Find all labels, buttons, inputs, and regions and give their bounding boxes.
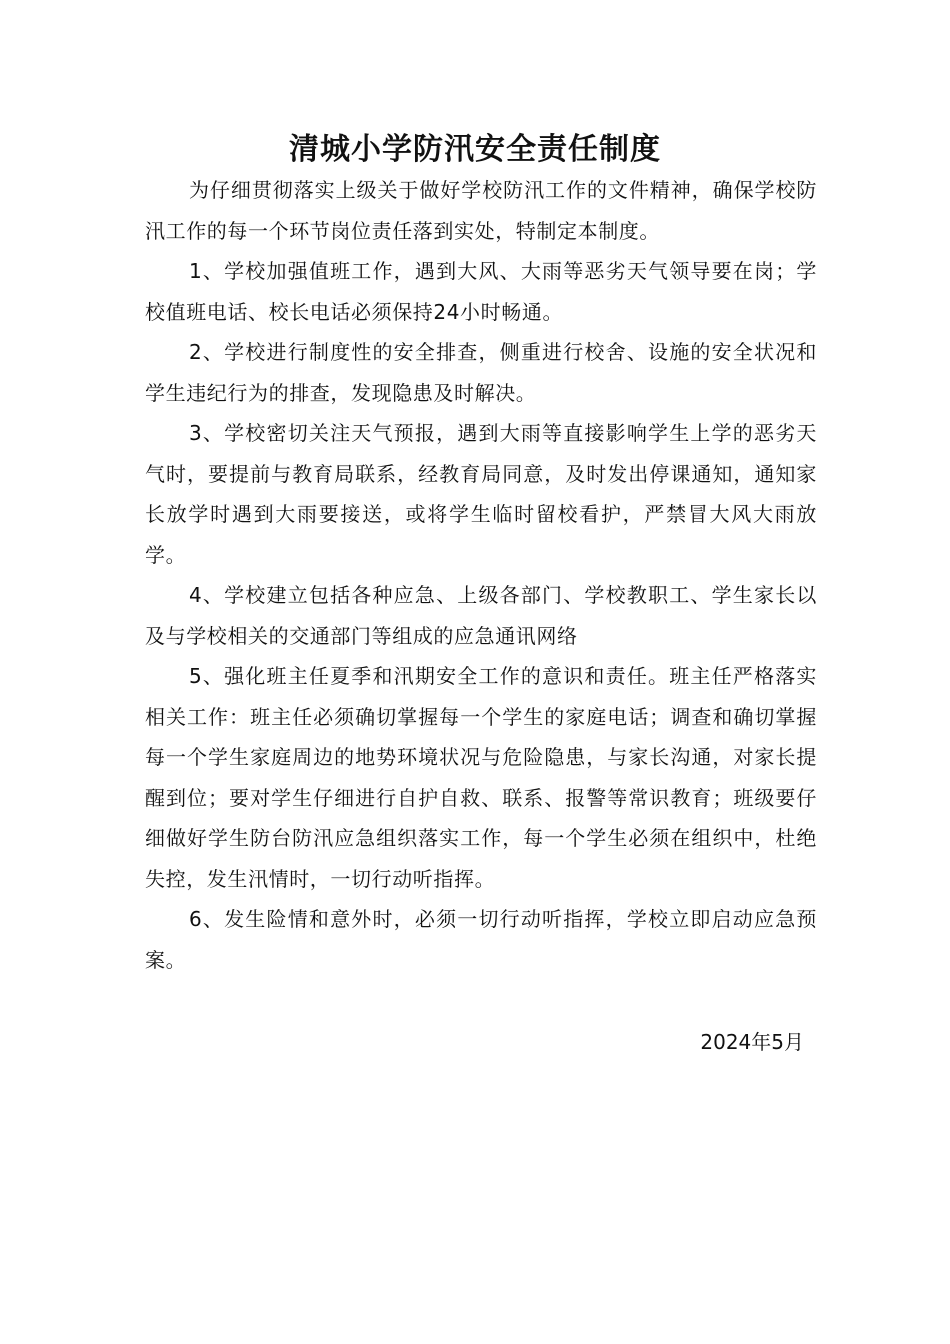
document-body bbox=[145, 170, 817, 980]
paragraph-item-6: 6、发生险情和意外时，必须一切行动听指挥，学校立即启动应急预案。 bbox=[145, 907, 817, 972]
document-date: 2024年5月 bbox=[700, 1030, 804, 1054]
paragraph-intro: 为仔细贯彻落实上级关于做好学校防汛工作的文件精神，确保学校防汛工作的每一个环节岗位责任落到实处，特制定本制度。 bbox=[145, 178, 817, 243]
paragraph-item-3: 3、学校密切关注天气预报，遇到大雨等直接影响学生上学的恶劣天气时，要提前与教育局联系，经教育局同意，及时发出停课通知，通知家长放学时遇到大雨要接送，或将学生临时留校看护，严禁冒大风大雨放学。 bbox=[145, 421, 817, 567]
paragraph-item-5: 5、强化班主任夏季和汛期安全工作的意识和责任。班主任严格落实相关工作：班主任必须确切掌握每一个学生的家庭电话；调查和确切掌握每一个学生家庭周边的地势环境状况与危险隐患，与家长沟通，对家长提醒到位；要对学生仔细进行自护自救、联系、报警等常识教育；班级要仔细做好学生防台防汛应急组织落实工作，每一个学生必须在组织中，杜绝失控，发生汛情时，一切行动听指挥。 bbox=[145, 664, 817, 891]
paragraph-item-1: 1、学校加强值班工作，遇到大风、大雨等恶劣天气领导要在岗；学校值班电话、校长电话必须保持24小时畅通。 bbox=[145, 259, 817, 324]
paragraph-item-4: 4、学校建立包括各种应急、上级各部门、学校教职工、学生家长以及与学校相关的交通部门等组成的应急通讯网络 bbox=[145, 583, 817, 648]
document-title: 清城小学防汛安全责任制度 bbox=[289, 132, 661, 167]
paragraph-item-2: 2、学校进行制度性的安全排查，侧重进行校舍、设施的安全状况和学生违纪行为的排查，发现隐患及时解决。 bbox=[145, 340, 817, 405]
